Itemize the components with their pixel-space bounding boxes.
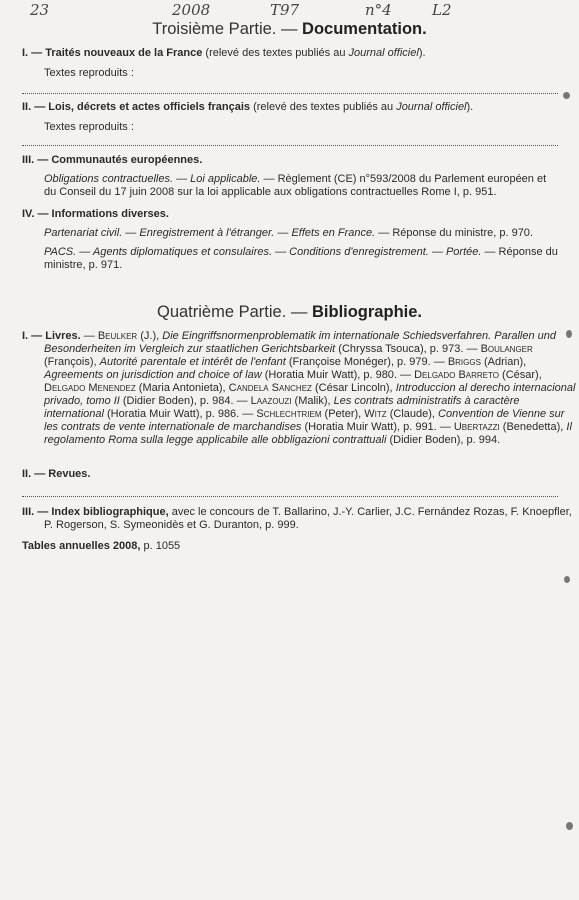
dotted-rule: [22, 496, 558, 497]
handwritten-note: n°4: [365, 1, 392, 19]
section-communautes: [22, 154, 558, 199]
entry-text: Obligations contractuelles. — Loi applicable. — Règlement (CE) n°593/2008 du Parlement européen et du Conseil du 17 juin 2008 sur la loi applicable aux obligations contractuelles Rome I, p. 951.: [44, 173, 547, 198]
handwritten-note: 23: [30, 1, 50, 19]
section-informations: [22, 208, 558, 272]
section-lois: [22, 101, 558, 134]
scan-speck: [566, 822, 573, 830]
section-heading: IV. — Informations diverses.: [22, 208, 169, 220]
section-heading: I. — Traités nouveaux de la France (relevé des textes publiés au Journal officiel).: [22, 47, 426, 59]
section-heading: II. — Revues.: [22, 468, 91, 480]
section-revues: [22, 468, 558, 481]
scan-speck: [564, 576, 570, 583]
section-livres: I. — Livres. — Beulker (J.), Die Eingriffsnormenproblematik im internationale Schiedsverfahren. Parallen und Besonderheiten im Vergleich zur staatlichen Gerichtsbarkeit (Chryssa Tsouca), p. 973. — Boulanger (François), Autorité parentale et intérêt de l'enfant (Françoise Monéger), p. 979. — Briggs (Adrian), Agreements on jurisdiction and choice of law (Horatia Muir Watt), p. 980. — Delgado Barreto (César), Delgado Menendez (Maria Antonieta), Candela Sanchez (César Lincoln), Introduccion al derecho internacional privado, tomo II (Didier Boden), p. 984. — Laazouzi (Malik), Les contrats administratifs à caractère international (Horatia Muir Watt), p. 986. — Schlechtriem (Peter), Witz (Claude), Convention de Vienne sur les contrats de vente internationale de marchandises (Horatia Muir Watt), p. 991. — Ubertazzi (Benedetta), Il regolamento Roma sulla legge applicabile alle obbligazioni contrattuali (Didier Boden), p. 994.: [22, 330, 576, 446]
scan-speck: [563, 92, 570, 99]
entry-text: Partenariat civil. — Enregistrement à l'étranger. — Effets en France. — Réponse du ministre, p. 970.: [44, 227, 533, 239]
section-heading: II. — Lois, décrets et actes officiels français (relevé des textes publiés au Journal officiel).: [22, 101, 474, 113]
section-traites: [22, 47, 558, 80]
section-heading: III. — Communautés européennes.: [22, 154, 203, 166]
section-tables: Tables annuelles 2008, p. 1055: [22, 540, 181, 552]
handwritten-note: L2: [432, 1, 452, 19]
scan-speck: [566, 330, 572, 338]
handwritten-note: 2008: [172, 1, 211, 19]
part-title-bibliographie: Quatrième Partie. — Bibliographie.: [157, 303, 422, 321]
dotted-rule: [22, 93, 558, 94]
entry-text: PACS. — Agents diplomatiques et consulaires. — Conditions d'enregistrement. — Portée. — Réponse du ministre, p. 971.: [44, 246, 558, 271]
dotted-rule: [22, 145, 558, 146]
handwritten-annotations: [0, 0, 579, 22]
section-subtext: Textes reproduits :: [44, 121, 134, 133]
section-index: III. — Index bibliographique, avec le concours de T. Ballarino, J.-Y. Carlier, J.C. Fernández Rozas, F. Knoepfler, P. Rogerson, S. Symeonidès et G. Duranton, p. 999.: [22, 506, 572, 531]
handwritten-note: T97: [270, 1, 300, 19]
part-title-documentation: Troisième Partie. — Documentation.: [152, 20, 427, 38]
section-subtext: Textes reproduits :: [44, 67, 134, 79]
